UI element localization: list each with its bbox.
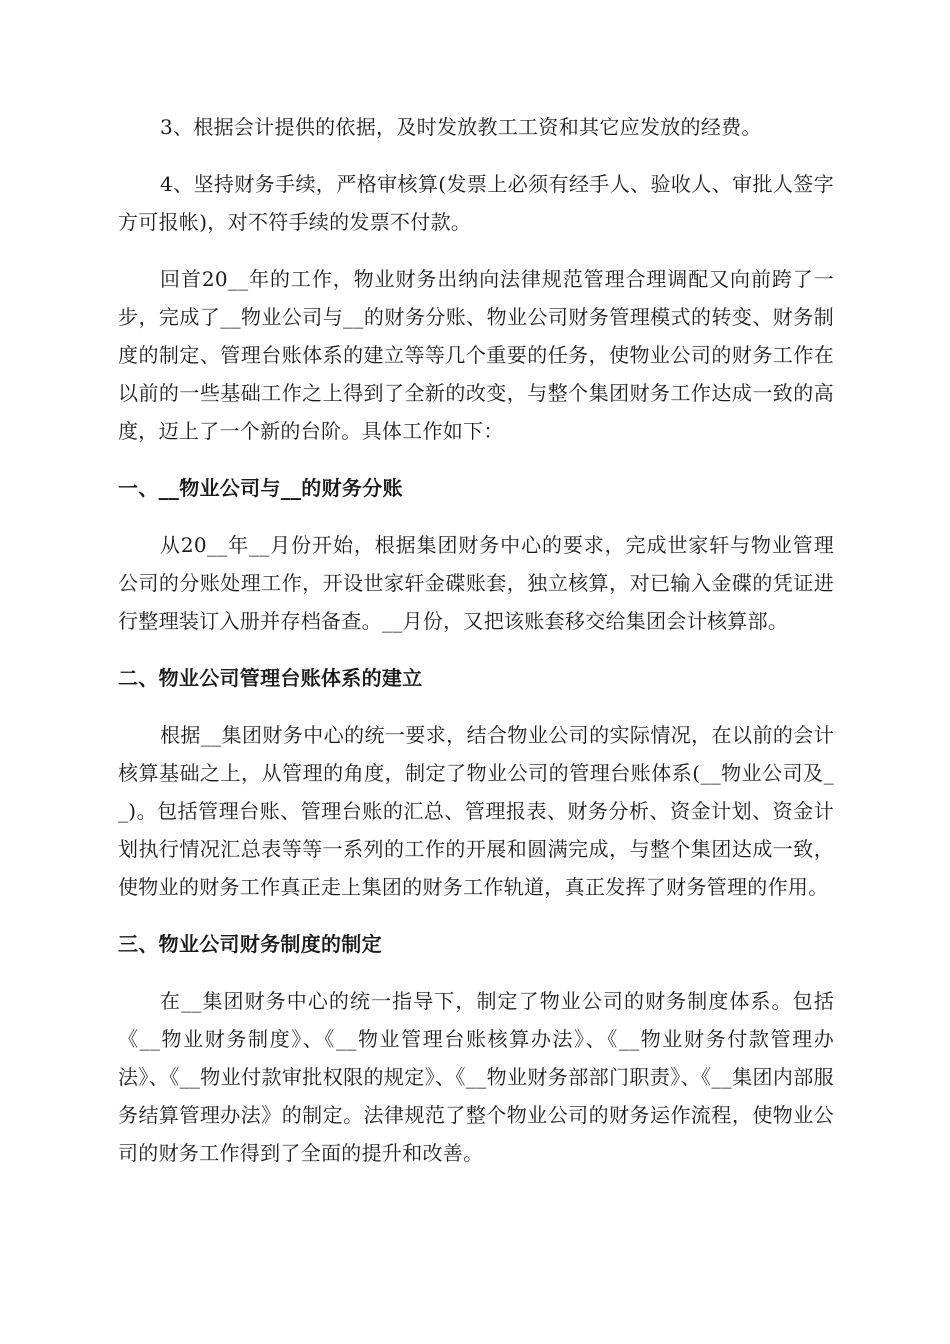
document-page [118,108,834,1191]
section-heading-1: 一、__物业公司与__的财务分账 [118,476,403,500]
section-heading-3: 三、物业公司财务制度的制定 [118,932,382,956]
paragraph-section-1: 从20__年__月份开始，根据集团财务中心的要求，完成世家轩与物业管理公司的分账处理工作，开设世家轩金碟账套，独立核算，对已输入金碟的凭证进行整理装订入册并存档备查。__月份，又把该账套移交给集团会计核算部。 [118,533,834,633]
section-heading-2: 二、物业公司管理台账体系的建立 [118,666,423,690]
paragraph-section-2: 根据__集团财务中心的统一要求，结合物业公司的实际情况，在以前的会计核算基础之上，从管理的角度，制定了物业公司的管理台账体系(__物业公司及__)。包括管理台账、管理台账的汇总、管理报表、财务分析、资金计划、资金计划执行情况汇总表等等一系列的工作的开展和圆满完成，与整个集团达成一致，使物业的财务工作真正走上集团的财务工作轨道，真正发挥了财务管理的作用。 [118,723,834,899]
paragraph-item-4: 4、坚持财务手续，严格审核算(发票上必须有经手人、验收人、审批人签字方可报帐)，对不符手续的发票不付款。 [118,172,834,234]
paragraph-item-3: 3、根据会计提供的依据，及时发放教工工资和其它应发放的经费。 [160,115,762,139]
paragraph-section-3: 在__集团财务中心的统一指导下，制定了物业公司的财务制度体系。包括《__物业财务制度》、《__物业管理台账核算办法》、《__物业财务付款管理办法》、《__物业付款审批权限的规定》、《__物业财务部部门职责》、《__集团内部服务结算管理办法》的制定。法律规范了整个物业公司的财务运作流程，使物业公司的财务工作得到了全面的提升和改善。 [118,989,834,1165]
paragraph-review: 回首20__年的工作，物业财务出纳向法律规范管理合理调配又向前跨了一步，完成了__物业公司与__的财务分账、物业公司财务管理模式的转变、财务制度的制定、管理台账体系的建立等等几个重要的任务，使物业公司的财务工作在以前的一些基础工作之上得到了全新的改变，与整个集团财务工作达成一致的高度，迈上了一个新的台阶。具体工作如下： [118,267,834,443]
